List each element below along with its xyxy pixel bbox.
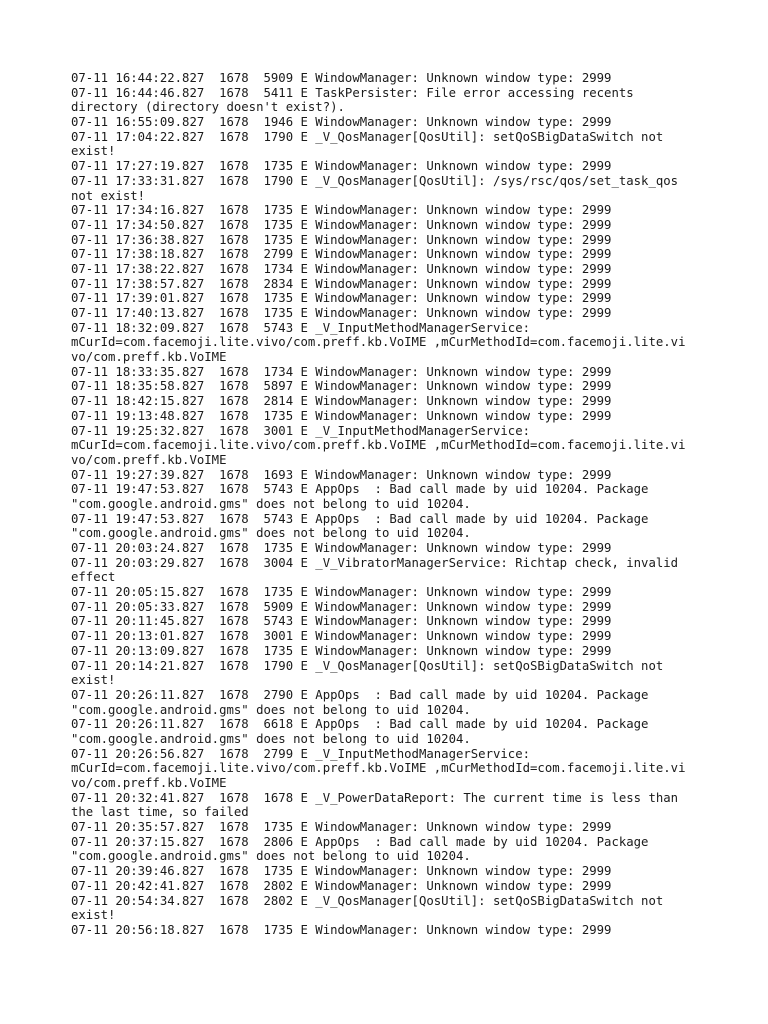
log-line: 07-11 17:38:18.827 1678 2799 E WindowManager: Unknown window type: 2999 xyxy=(71,247,612,262)
log-line: 07-11 20:03:24.827 1678 1735 E WindowManager: Unknown window type: 2999 xyxy=(71,541,612,555)
log-line: 07-11 18:42:15.827 1678 2814 E WindowManager: Unknown window type: 2999 xyxy=(71,394,612,409)
log-line: 07-11 20:05:15.827 1678 1735 E WindowManager: Unknown window type: 2999 xyxy=(71,585,612,600)
log-line: effect xyxy=(71,570,116,585)
log-line: 07-11 16:44:22.827 1678 5909 E WindowManager: Unknown window type: 2999 xyxy=(71,71,612,85)
log-line: mCurId=com.facemoji.lite.vivo/com.preff.kb.VoIME ,mCurMethodId=com.facemoji.lite.vi xyxy=(71,761,686,776)
log-line: exist! xyxy=(71,144,116,159)
log-line: 07-11 20:26:56.827 1678 2799 E _V_InputMethodManagerService: xyxy=(71,746,531,761)
log-line: 07-11 20:26:11.827 1678 6618 E AppOps : Bad call made by uid 10204. Package xyxy=(71,717,649,732)
log-line: 07-11 18:32:09.827 1678 5743 E _V_InputMethodManagerService: xyxy=(71,320,531,335)
log-line: 07-11 17:04:22.827 1678 1790 E _V_QosManager[QosUtil]: setQoSBigDataSwitch not xyxy=(71,129,664,144)
log-line: 07-11 20:13:09.827 1678 1735 E WindowManager: Unknown window type: 2999 xyxy=(71,643,612,658)
log-line: 07-11 17:38:22.827 1678 1734 E WindowManager: Unknown window type: 2999 xyxy=(71,261,612,276)
log-line: 07-11 20:32:41.827 1678 1678 E _V_PowerDataReport: The current time is less than xyxy=(71,790,679,805)
log-line: 07-11 20:39:46.827 1678 1735 E WindowManager: Unknown window type: 2999 xyxy=(71,864,612,879)
log-line: vo/com.preff.kb.VoIME xyxy=(71,350,227,365)
log-line: 07-11 17:33:31.827 1678 1790 E _V_QosManager[QosUtil]: /sys/rsc/qos/set_task_qos xyxy=(71,173,679,188)
log-line: 07-11 17:34:16.827 1678 1735 E WindowManager: Unknown window type: 2999 xyxy=(71,203,612,218)
log-line: directory (directory doesn't exist?). xyxy=(71,100,345,115)
log-line: 07-11 20:42:41.827 1678 2802 E WindowManager: Unknown window type: 2999 xyxy=(71,878,612,893)
log-line: 07-11 16:55:09.827 1678 1946 E WindowManager: Unknown window type: 2999 xyxy=(71,115,612,130)
log-line: "com.google.android.gms" does not belong to uid 10204. xyxy=(71,702,471,717)
log-line: 07-11 20:14:21.827 1678 1790 E _V_QosManager[QosUtil]: setQoSBigDataSwitch not xyxy=(71,658,664,673)
log-line: 07-11 17:34:50.827 1678 1735 E WindowManager: Unknown window type: 2999 xyxy=(71,217,612,232)
log-line: mCurId=com.facemoji.lite.vivo/com.preff.kb.VoIME ,mCurMethodId=com.facemoji.lite.vi xyxy=(71,335,686,350)
log-line: 07-11 17:27:19.827 1678 1735 E WindowManager: Unknown window type: 2999 xyxy=(71,159,612,174)
log-line: 07-11 19:47:53.827 1678 5743 E AppOps : Bad call made by uid 10204. Package xyxy=(71,511,649,526)
log-line: vo/com.preff.kb.VoIME xyxy=(71,452,227,467)
log-line: 07-11 19:25:32.827 1678 3001 E _V_InputMethodManagerService: xyxy=(71,423,531,438)
log-line: vo/com.preff.kb.VoIME xyxy=(71,776,227,790)
log-line: 07-11 20:03:29.827 1678 3004 E _V_VibratorManagerService: Richtap check, invalid xyxy=(71,555,679,570)
log-line: 07-11 17:40:13.827 1678 1735 E WindowManager: Unknown window type: 2999 xyxy=(71,306,612,320)
log-line: 07-11 19:13:48.827 1678 1735 E WindowManager: Unknown window type: 2999 xyxy=(71,408,612,423)
log-line: 07-11 19:27:39.827 1678 1693 E WindowManager: Unknown window type: 2999 xyxy=(71,467,612,482)
log-line: 07-11 20:56:18.827 1678 1735 E WindowManager: Unknown window type: 2999 xyxy=(71,922,612,937)
log-line: 07-11 20:05:33.827 1678 5909 E WindowManager: Unknown window type: 2999 xyxy=(71,599,612,614)
log-line: not exist! xyxy=(71,188,146,203)
log-line: 07-11 20:11:45.827 1678 5743 E WindowManager: Unknown window type: 2999 xyxy=(71,614,612,629)
log-text-block xyxy=(71,71,701,938)
log-line: "com.google.android.gms" does not belong to uid 10204. xyxy=(71,849,471,864)
log-line: 07-11 19:47:53.827 1678 5743 E AppOps : Bad call made by uid 10204. Package xyxy=(71,482,649,497)
log-line: mCurId=com.facemoji.lite.vivo/com.preff.kb.VoIME ,mCurMethodId=com.facemoji.lite.vi xyxy=(71,438,686,453)
log-line: 07-11 17:36:38.827 1678 1735 E WindowManager: Unknown window type: 2999 xyxy=(71,232,612,247)
log-line: 07-11 20:37:15.827 1678 2806 E AppOps : Bad call made by uid 10204. Package xyxy=(71,834,649,849)
log-line: 07-11 17:39:01.827 1678 1735 E WindowManager: Unknown window type: 2999 xyxy=(71,291,612,306)
log-line: 07-11 20:26:11.827 1678 2790 E AppOps : Bad call made by uid 10204. Package xyxy=(71,687,649,702)
log-line: 07-11 20:13:01.827 1678 3001 E WindowManager: Unknown window type: 2999 xyxy=(71,629,612,644)
log-line: 07-11 20:35:57.827 1678 1735 E WindowManager: Unknown window type: 2999 xyxy=(71,820,612,835)
log-line: exist! xyxy=(71,673,116,688)
log-line: "com.google.android.gms" does not belong to uid 10204. xyxy=(71,496,471,511)
log-line: 07-11 18:35:58.827 1678 5897 E WindowManager: Unknown window type: 2999 xyxy=(71,379,612,394)
log-line: 07-11 20:54:34.827 1678 2802 E _V_QosManager[QosUtil]: setQoSBigDataSwitch not xyxy=(71,893,664,908)
log-line: exist! xyxy=(71,908,116,923)
log-line: 07-11 17:38:57.827 1678 2834 E WindowManager: Unknown window type: 2999 xyxy=(71,276,612,291)
log-line: 07-11 18:33:35.827 1678 1734 E WindowManager: Unknown window type: 2999 xyxy=(71,364,612,379)
log-line: "com.google.android.gms" does not belong to uid 10204. xyxy=(71,731,471,746)
log-line: 07-11 16:44:46.827 1678 5411 E TaskPersister: File error accessing recents xyxy=(71,85,634,100)
log-line: "com.google.android.gms" does not belong to uid 10204. xyxy=(71,526,471,541)
log-line: the last time, so failed xyxy=(71,805,249,820)
